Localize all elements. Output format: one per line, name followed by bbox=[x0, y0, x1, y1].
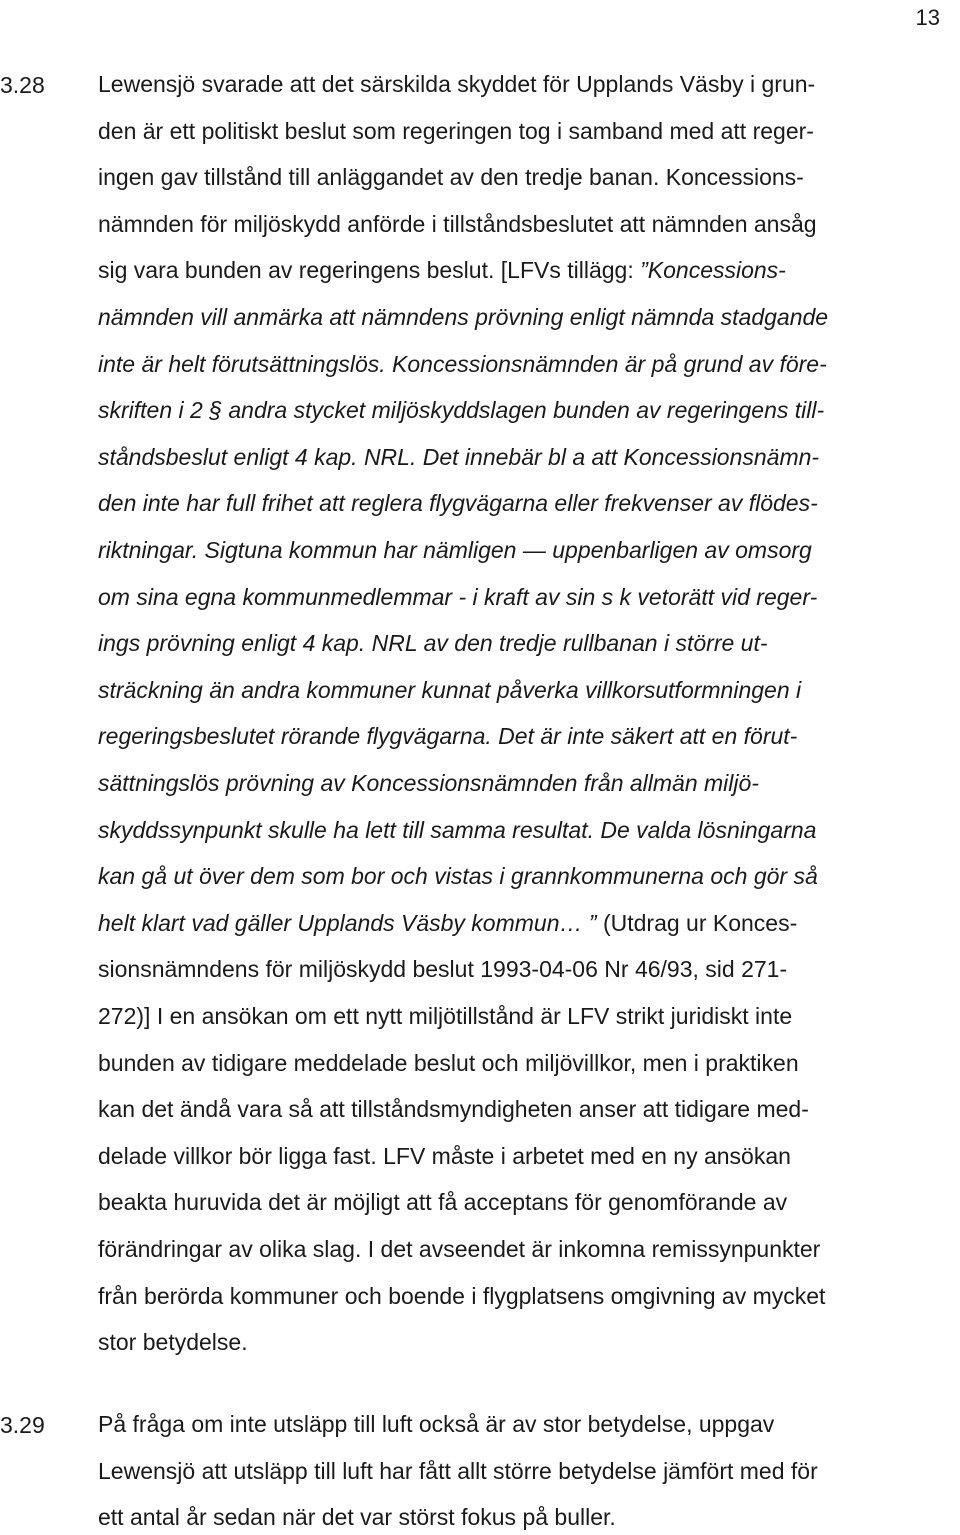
italic-text-run: riktningar. Sigtuna kommun har nämligen — uppenbarligen av omsorg bbox=[98, 537, 812, 563]
text-line bbox=[98, 442, 819, 472]
text-run: sig vara bunden av regeringens beslut. [LFVs tillägg: bbox=[98, 257, 641, 284]
paragraph-number: 3.28 bbox=[0, 72, 45, 98]
paragraph-number: 3.29 bbox=[0, 1412, 45, 1438]
text-run: delade villkor bör ligga fast. LFV måste i arbetet med en ny ansökan bbox=[98, 1142, 791, 1169]
italic-text-run: nämnden vill anmärka att nämndens prövning enligt nämnda stadgande bbox=[98, 304, 829, 330]
text-line bbox=[98, 1281, 825, 1311]
italic-text-run: regeringsbeslutet rörande flygvägarna. Det är inte säkert att en förut- bbox=[98, 723, 798, 750]
text-run: den är ett politiskt beslut som regeringen tog i samband med att reger- bbox=[98, 117, 814, 144]
text-line bbox=[98, 209, 817, 239]
text-run: bunden av tidigare meddelade beslut och miljövillkor, men i praktiken bbox=[98, 1049, 799, 1076]
text-run: kan det ändå vara så att tillståndsmyndigheten anser att tidigare med- bbox=[98, 1096, 809, 1123]
text-line bbox=[98, 255, 786, 285]
text-run: stor betydelse. bbox=[98, 1329, 248, 1356]
text-line bbox=[98, 1456, 818, 1486]
italic-text-run: skyddssynpunkt skulle ha lett till samma resultat. De valda lösningarna bbox=[98, 816, 817, 843]
italic-text-run: sträckning än andra kommuner kunnat påverka villkorsutformningen i bbox=[98, 676, 802, 703]
text-line bbox=[98, 721, 797, 751]
italic-text-run: sättningslös prövning av Koncessionsnämnden från allmän miljö- bbox=[98, 770, 759, 796]
text-run: Lewensjö att utsläpp till luft har fått allt större betydelse jämfört med för bbox=[98, 1457, 818, 1484]
text-line bbox=[98, 302, 828, 332]
text-line bbox=[98, 535, 812, 565]
text-run: från berörda kommuner och boende i flygplatsens omgivning av mycket bbox=[98, 1282, 826, 1309]
text-run: nämnden för miljöskydd anförde i tillståndsbeslutet att nämnden ansåg bbox=[98, 210, 817, 237]
text-run: sionsnämndens för miljöskydd beslut 1993-04-06 Nr 46/93, sid 271- bbox=[98, 956, 788, 983]
text-line bbox=[98, 1048, 799, 1078]
text-line bbox=[98, 116, 814, 146]
text-line bbox=[98, 1502, 616, 1532]
italic-text-run: ståndsbeslut enligt 4 kap. NRL. Det innebär bl a att Koncessionsnämn- bbox=[98, 443, 820, 470]
text-line bbox=[98, 815, 816, 845]
text-line bbox=[98, 582, 817, 612]
text-line bbox=[98, 954, 787, 984]
text-line bbox=[98, 69, 815, 99]
text-line bbox=[98, 162, 804, 192]
text-line bbox=[98, 1141, 791, 1171]
text-line bbox=[98, 395, 824, 425]
text-run: ingen gav tillstånd till anläggandet av den tredje banan. Koncessions- bbox=[98, 164, 804, 191]
italic-text-run: inte är helt förutsättningslös. Koncessionsnämnden är på grund av före- bbox=[98, 350, 827, 377]
text-run: Lewensjö svarade att det särskilda skyddet för Upplands Väsby i grun- bbox=[98, 71, 816, 97]
text-line bbox=[98, 488, 818, 518]
text-line bbox=[98, 1187, 787, 1217]
text-run: beakta huruvida det är möjligt att få acceptans för genomförande av bbox=[98, 1189, 788, 1216]
italic-text-run: ”Koncessions- bbox=[640, 257, 786, 284]
text-run: förändringar av olika slag. I det avseendet är inkomna remissynpunkter bbox=[98, 1236, 821, 1262]
text-line bbox=[98, 861, 818, 891]
text-line bbox=[98, 1327, 248, 1357]
text-run: 272)] I en ansökan om ett nytt miljötillstånd är LFV strikt juridiskt inte bbox=[98, 1003, 793, 1029]
text-line bbox=[98, 1094, 809, 1124]
text-line bbox=[98, 628, 768, 658]
text-line bbox=[98, 768, 759, 798]
text-run: (Utdrag ur Konces- bbox=[596, 909, 798, 936]
text-line bbox=[98, 908, 797, 938]
italic-text-run: om sina egna kommunmedlemmar - i kraft av sin s k vetorätt vid reger- bbox=[98, 583, 818, 610]
text-line bbox=[98, 1409, 774, 1439]
italic-text-run: ings prövning enligt 4 kap. NRL av den tredje rullbanan i större ut- bbox=[98, 630, 768, 657]
italic-text-run: helt klart vad gäller Upplands Väsby kommun… ” bbox=[98, 909, 597, 936]
italic-text-run: den inte har full frihet att reglera flygvägarna eller frekvenser av flödes- bbox=[98, 490, 818, 517]
text-line bbox=[98, 1001, 792, 1031]
page-number: 13 bbox=[915, 5, 940, 30]
text-line bbox=[98, 1234, 820, 1264]
text-run: På fråga om inte utsläpp till luft också är av stor betydelse, uppgav bbox=[98, 1411, 775, 1437]
italic-text-run: skriften i 2 § andra stycket miljöskyddslagen bunden av regeringens till- bbox=[98, 397, 825, 424]
italic-text-run: kan gå ut över dem som bor och vistas i grannkommunerna och gör så bbox=[98, 863, 818, 890]
text-line bbox=[98, 675, 801, 705]
text-run: ett antal år sedan när det var störst fokus på buller. bbox=[98, 1504, 616, 1531]
text-line bbox=[98, 349, 827, 379]
